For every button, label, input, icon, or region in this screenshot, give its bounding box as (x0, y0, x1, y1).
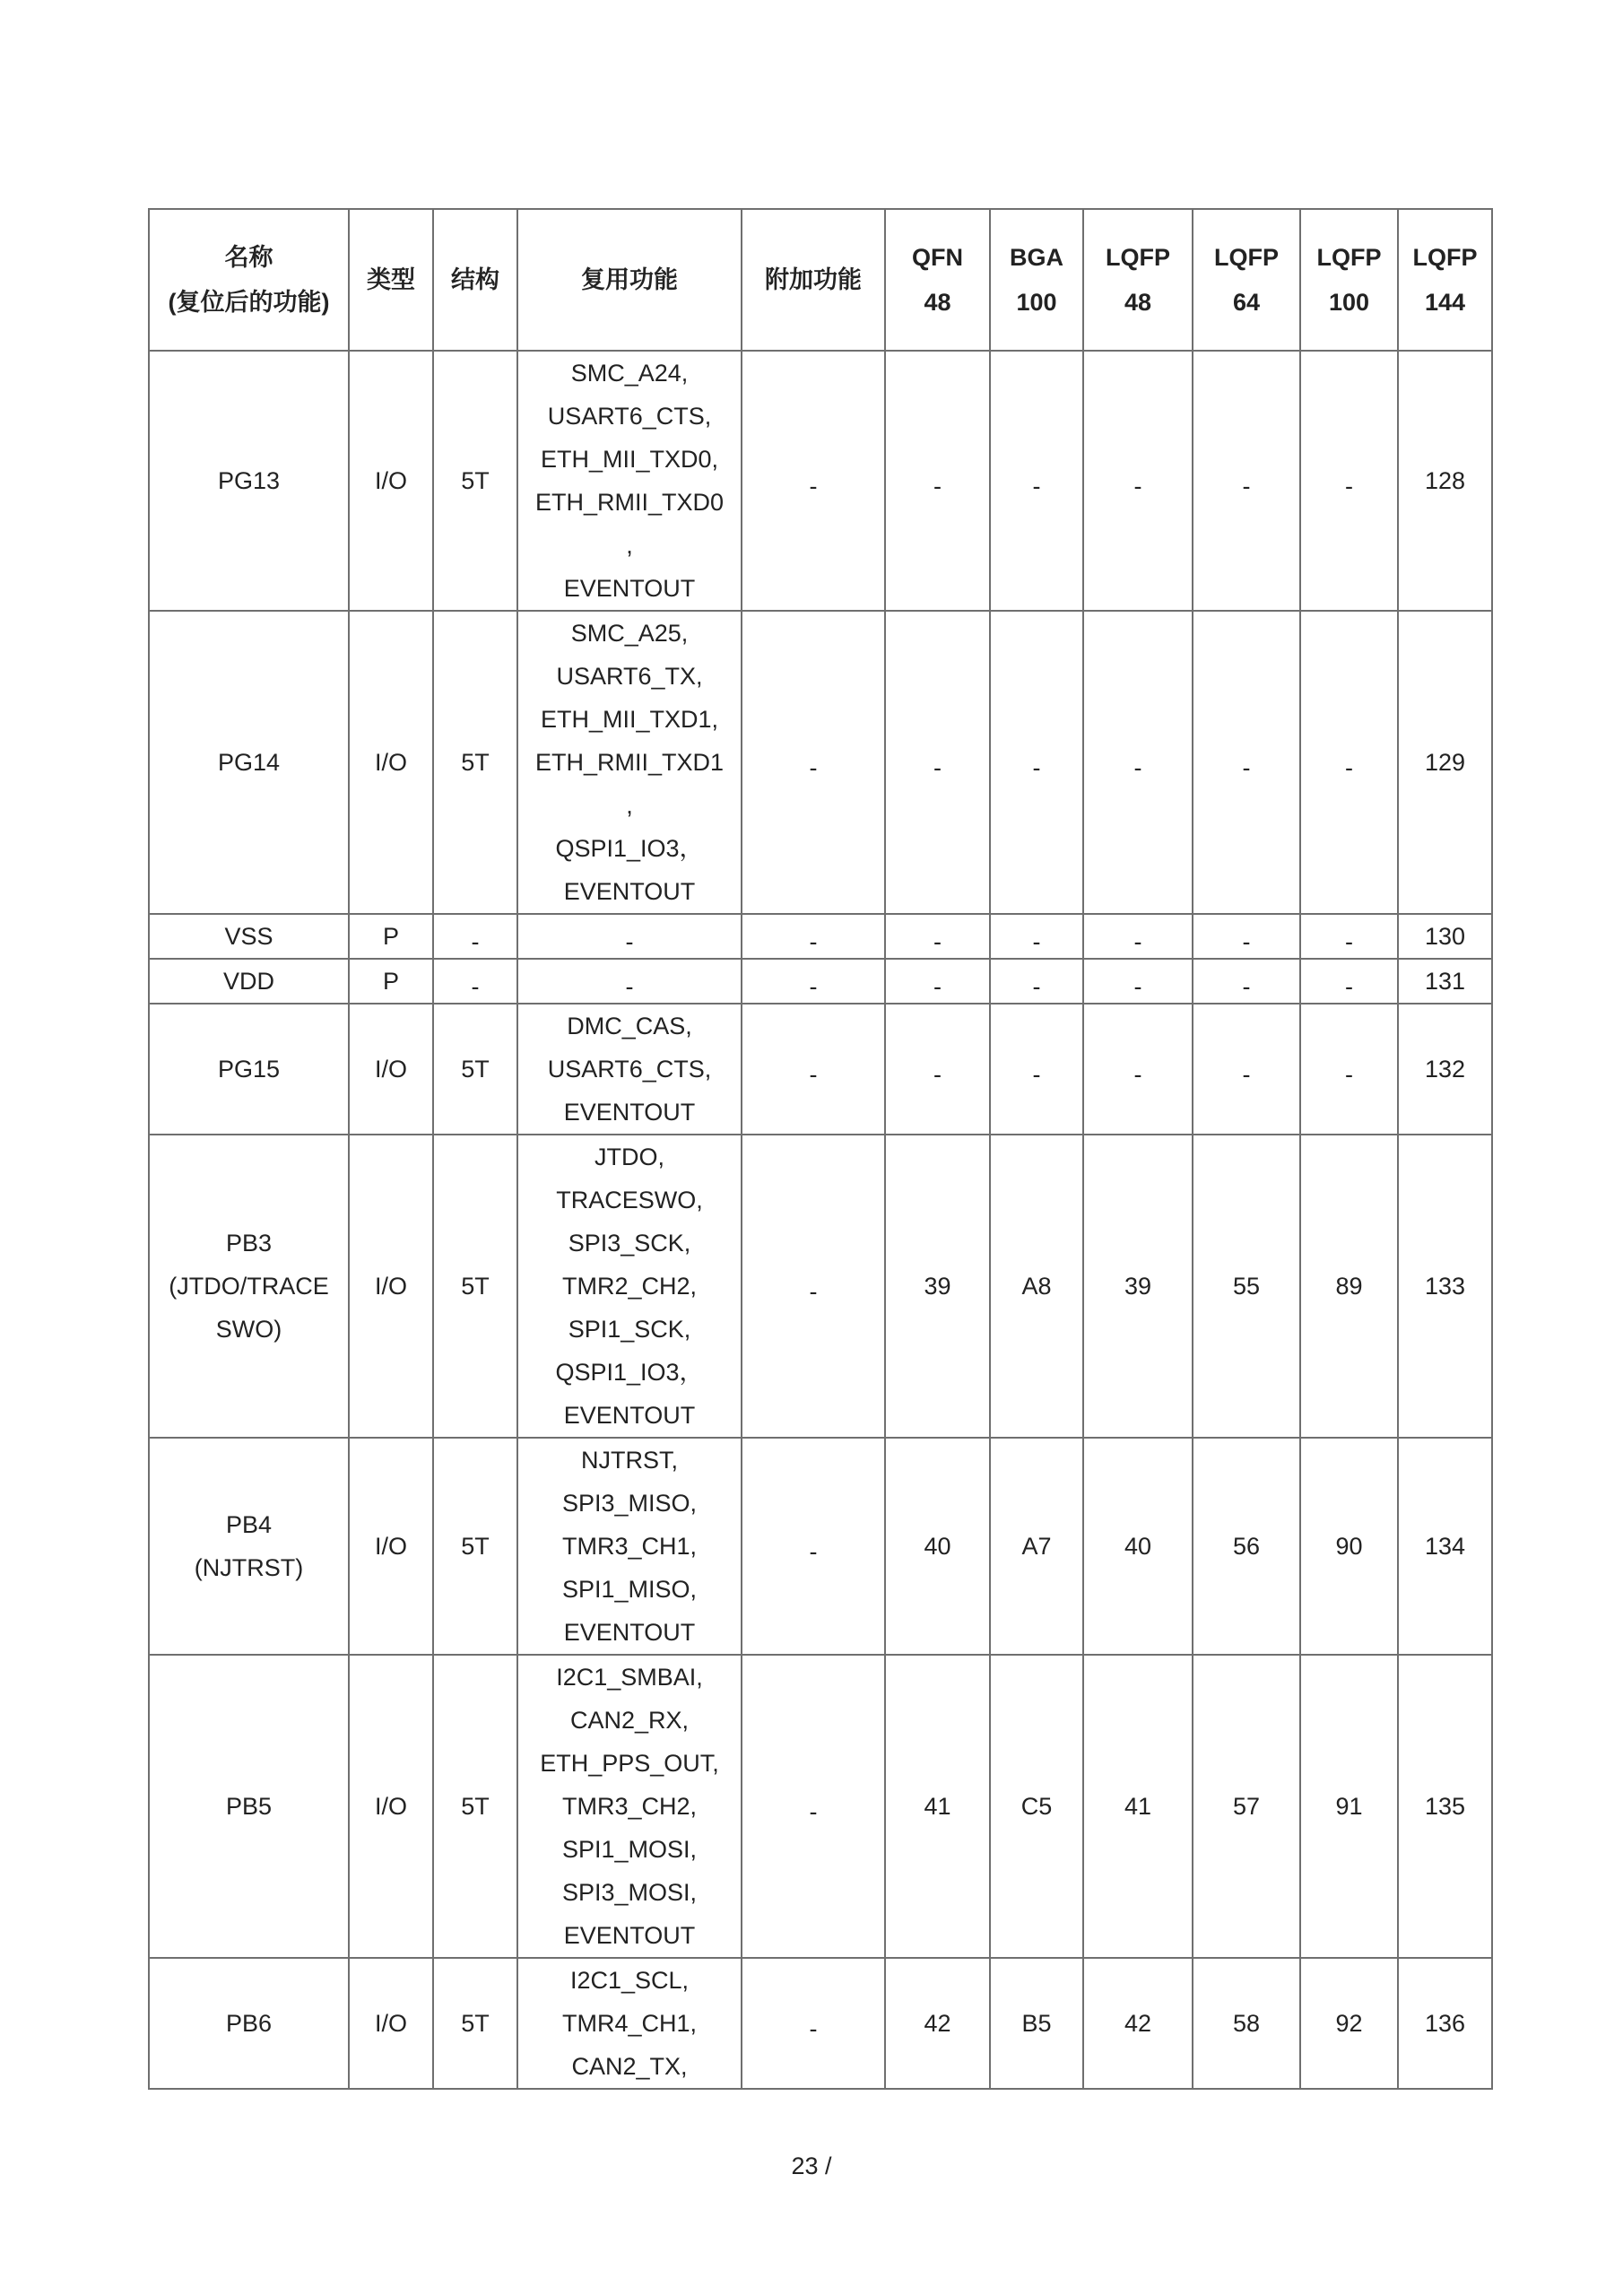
lqfp48-cell: - (1083, 914, 1193, 959)
type-cell: P (349, 959, 433, 1004)
alternate-functions-cell: - (517, 959, 742, 1004)
lqfp100-cell: - (1300, 351, 1398, 611)
header-name: 名称 (复位后的功能) (149, 209, 349, 351)
header-qfn48: QFN 48 (885, 209, 990, 351)
table-row (149, 1135, 1492, 1438)
additional-functions-cell: - (742, 351, 885, 611)
header-row (149, 209, 1492, 351)
lqfp48-cell: 41 (1083, 1655, 1193, 1958)
qfn48-cell: - (885, 959, 990, 1004)
page-number: 23 / (791, 2152, 832, 2179)
lqfp100-cell: 90 (1300, 1438, 1398, 1655)
lqfp64-cell: 55 (1193, 1135, 1300, 1438)
header-alternate-functions: 复用功能 (517, 209, 742, 351)
lqfp100-cell: 91 (1300, 1655, 1398, 1958)
pin-definition-table (148, 208, 1493, 2090)
alternate-functions-cell: SMC_A25, USART6_TX, ETH_MII_TXD1, ETH_RMII_TXD1 , QSPI1_IO3， EVENTOUT (517, 611, 742, 914)
alternate-functions-cell: I2C1_SMBAI, CAN2_RX, ETH_PPS_OUT, TMR3_CH2, SPI1_MOSI, SPI3_MOSI, EVENTOUT (517, 1655, 742, 1958)
table-row (149, 1958, 1492, 2089)
qfn48-cell: - (885, 1004, 990, 1135)
lqfp64-cell: - (1193, 1004, 1300, 1135)
header-lqfp100: LQFP 100 (1300, 209, 1398, 351)
pin-name-cell: PB4 (NJTRST) (149, 1438, 349, 1655)
pin-name-cell: PB3 (JTDO/TRACE SWO) (149, 1135, 349, 1438)
header-structure: 结构 (433, 209, 517, 351)
pin-name-cell: PG13 (149, 351, 349, 611)
qfn48-cell: - (885, 611, 990, 914)
table-row (149, 1004, 1492, 1135)
pin-name-cell: PB5 (149, 1655, 349, 1958)
additional-functions-cell: - (742, 611, 885, 914)
lqfp144-cell: 133 (1398, 1135, 1492, 1438)
additional-functions-cell: - (742, 1004, 885, 1135)
table-row (149, 351, 1492, 611)
alternate-functions-cell: NJTRST, SPI3_MISO, TMR3_CH1, SPI1_MISO, EVENTOUT (517, 1438, 742, 1655)
bga100-cell: C5 (990, 1655, 1083, 1958)
lqfp144-cell: 132 (1398, 1004, 1492, 1135)
lqfp144-cell: 135 (1398, 1655, 1492, 1958)
lqfp144-cell: 128 (1398, 351, 1492, 611)
lqfp64-cell: 56 (1193, 1438, 1300, 1655)
additional-functions-cell: - (742, 1135, 885, 1438)
bga100-cell: B5 (990, 1958, 1083, 2089)
pin-name-cell: VSS (149, 914, 349, 959)
bga100-cell: A7 (990, 1438, 1083, 1655)
alternate-functions-cell: JTDO, TRACESWO, SPI3_SCK, TMR2_CH2, SPI1_SCK, QSPI1_IO3， EVENTOUT (517, 1135, 742, 1438)
lqfp64-cell: 58 (1193, 1958, 1300, 2089)
lqfp100-cell: 92 (1300, 1958, 1398, 2089)
lqfp144-cell: 131 (1398, 959, 1492, 1004)
lqfp144-cell: 134 (1398, 1438, 1492, 1655)
lqfp144-cell: 130 (1398, 914, 1492, 959)
alternate-functions-cell: I2C1_SCL, TMR4_CH1, CAN2_TX, (517, 1958, 742, 2089)
structure-cell: 5T (433, 1655, 517, 1958)
bga100-cell: - (990, 351, 1083, 611)
lqfp64-cell: - (1193, 914, 1300, 959)
lqfp48-cell: - (1083, 1004, 1193, 1135)
bga100-cell: - (990, 611, 1083, 914)
lqfp64-cell: - (1193, 351, 1300, 611)
type-cell: I/O (349, 611, 433, 914)
lqfp48-cell: 39 (1083, 1135, 1193, 1438)
lqfp48-cell: 40 (1083, 1438, 1193, 1655)
qfn48-cell: 42 (885, 1958, 990, 2089)
pin-name-cell: VDD (149, 959, 349, 1004)
lqfp64-cell: - (1193, 959, 1300, 1004)
qfn48-cell: - (885, 351, 990, 611)
qfn48-cell: 40 (885, 1438, 990, 1655)
structure-cell: - (433, 959, 517, 1004)
bga100-cell: - (990, 1004, 1083, 1135)
bga100-cell: A8 (990, 1135, 1083, 1438)
lqfp100-cell: 89 (1300, 1135, 1398, 1438)
additional-functions-cell: - (742, 914, 885, 959)
lqfp48-cell: 42 (1083, 1958, 1193, 2089)
qfn48-cell: - (885, 914, 990, 959)
lqfp48-cell: - (1083, 351, 1193, 611)
lqfp100-cell: - (1300, 914, 1398, 959)
additional-functions-cell: - (742, 1958, 885, 2089)
lqfp144-cell: 129 (1398, 611, 1492, 914)
lqfp100-cell: - (1300, 959, 1398, 1004)
type-cell: I/O (349, 1438, 433, 1655)
structure-cell: 5T (433, 1135, 517, 1438)
pin-name-cell: PG14 (149, 611, 349, 914)
lqfp64-cell: - (1193, 611, 1300, 914)
structure-cell: 5T (433, 351, 517, 611)
type-cell: I/O (349, 351, 433, 611)
structure-cell: 5T (433, 1958, 517, 2089)
pin-name-cell: PB6 (149, 1958, 349, 2089)
table-row (149, 1438, 1492, 1655)
table-row (149, 914, 1492, 959)
type-cell: I/O (349, 1004, 433, 1135)
type-cell: I/O (349, 1958, 433, 2089)
header-lqfp48: LQFP 48 (1083, 209, 1193, 351)
structure-cell: 5T (433, 1004, 517, 1135)
additional-functions-cell: - (742, 959, 885, 1004)
header-additional-functions: 附加功能 (742, 209, 885, 351)
alternate-functions-cell: - (517, 914, 742, 959)
alternate-functions-cell: DMC_CAS, USART6_CTS, EVENTOUT (517, 1004, 742, 1135)
structure-cell: 5T (433, 611, 517, 914)
type-cell: P (349, 914, 433, 959)
structure-cell: - (433, 914, 517, 959)
type-cell: I/O (349, 1655, 433, 1958)
lqfp48-cell: - (1083, 611, 1193, 914)
bga100-cell: - (990, 914, 1083, 959)
pin-name-cell: PG15 (149, 1004, 349, 1135)
additional-functions-cell: - (742, 1655, 885, 1958)
lqfp48-cell: - (1083, 959, 1193, 1004)
lqfp100-cell: - (1300, 611, 1398, 914)
bga100-cell: - (990, 959, 1083, 1004)
qfn48-cell: 41 (885, 1655, 990, 1958)
table-row (149, 1655, 1492, 1958)
header-lqfp144: LQFP 144 (1398, 209, 1492, 351)
qfn48-cell: 39 (885, 1135, 990, 1438)
lqfp144-cell: 136 (1398, 1958, 1492, 2089)
header-bga100: BGA 100 (990, 209, 1083, 351)
alternate-functions-cell: SMC_A24, USART6_CTS, ETH_MII_TXD0, ETH_RMII_TXD0 , EVENTOUT (517, 351, 742, 611)
table-row (149, 959, 1492, 1004)
header-lqfp64: LQFP 64 (1193, 209, 1300, 351)
structure-cell: 5T (433, 1438, 517, 1655)
table-row (149, 611, 1492, 914)
type-cell: I/O (349, 1135, 433, 1438)
header-type: 类型 (349, 209, 433, 351)
table-body (149, 351, 1492, 2089)
additional-functions-cell: - (742, 1438, 885, 1655)
lqfp64-cell: 57 (1193, 1655, 1300, 1958)
lqfp100-cell: - (1300, 1004, 1398, 1135)
